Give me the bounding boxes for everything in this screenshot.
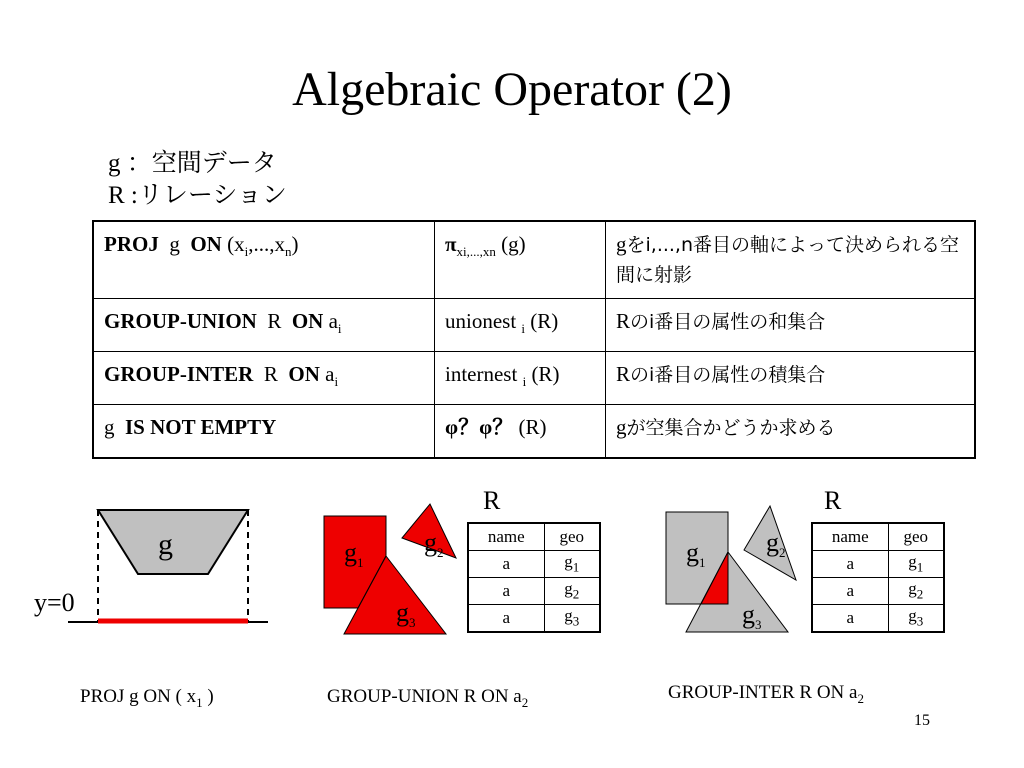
operator-meaning: Rのi番目の属性の積集合: [606, 352, 976, 405]
union-caption: GROUP-UNION R ON $a_2$: [327, 686, 529, 710]
inter-relation-label: R: [824, 486, 842, 515]
table-header-row: name geo: [812, 523, 944, 551]
slide-title: Algebraic Operator (2): [292, 63, 732, 116]
union-g2-label: $g_2$: [424, 528, 444, 561]
table-row: [93, 405, 975, 459]
inter-g1-label: $g_1$: [686, 538, 706, 571]
operator-syntax: GROUP-INTER R ON $a_i$: [93, 352, 435, 405]
operator-table: [92, 220, 976, 459]
operator-meaning: gをi,...,n番目の軸によって決められる空間に射影: [606, 221, 976, 299]
union-relation-table: [467, 522, 601, 633]
union-figure: [318, 500, 468, 640]
table-row: [93, 352, 975, 405]
definition-r: [108, 180, 287, 211]
operator-notation: $\pi_{xi,...,xn}$ (g): [435, 221, 606, 299]
operator-notation: unionest $_i$ (R): [435, 299, 606, 352]
table-row: [93, 221, 975, 299]
table-row: a $g_3$: [812, 605, 944, 633]
inter-g3-label: $g_3$: [742, 600, 762, 633]
table-row: [93, 299, 975, 352]
proj-caption: PROJ g ON ( $x_1$ ): [80, 686, 214, 710]
proj-figure: [60, 500, 280, 640]
proj-trapezoid: [98, 510, 248, 574]
inter-relation-table: [811, 522, 945, 633]
definition-text: リレーション: [137, 180, 287, 209]
operator-syntax: g IS NOT EMPTY: [93, 405, 435, 459]
operator-meaning: Rのi番目の属性の和集合: [606, 299, 976, 352]
union-g1-label: $g_1$: [344, 538, 364, 571]
definition-symbol: R :: [108, 182, 138, 209]
table-row: a $g_2$: [468, 578, 600, 605]
table-row: a $g_1$: [812, 551, 944, 578]
operator-syntax: PROJ g ON $(x_i,...,x_n)$: [93, 221, 435, 299]
table-row: a $g_3$: [468, 605, 600, 633]
table-row: a $g_1$: [468, 551, 600, 578]
inter-caption: GROUP-INTER R ON $a_2$: [668, 682, 864, 706]
table-row: a $g_2$: [812, 578, 944, 605]
definition-text: 空間データ: [151, 148, 277, 177]
page-number: 15: [914, 712, 930, 729]
y-axis-label: y=0: [34, 588, 75, 617]
union-relation-label: R: [483, 486, 501, 515]
inter-figure: [660, 500, 810, 640]
proj-shape-label: g: [158, 528, 173, 561]
operator-notation: φ？φ？ (R): [435, 405, 606, 459]
union-g3-label: $g_3$: [396, 598, 416, 631]
table-header-row: name geo: [468, 523, 600, 551]
definition-symbol: g ：: [108, 150, 152, 177]
inter-g2-label: $g_2$: [766, 528, 786, 561]
operator-syntax: GROUP-UNION R ON $a_i$: [93, 299, 435, 352]
operator-meaning: gが空集合かどうか求める: [606, 405, 976, 459]
operator-notation: internest $_i$ (R): [435, 352, 606, 405]
definition-g: [108, 148, 277, 179]
